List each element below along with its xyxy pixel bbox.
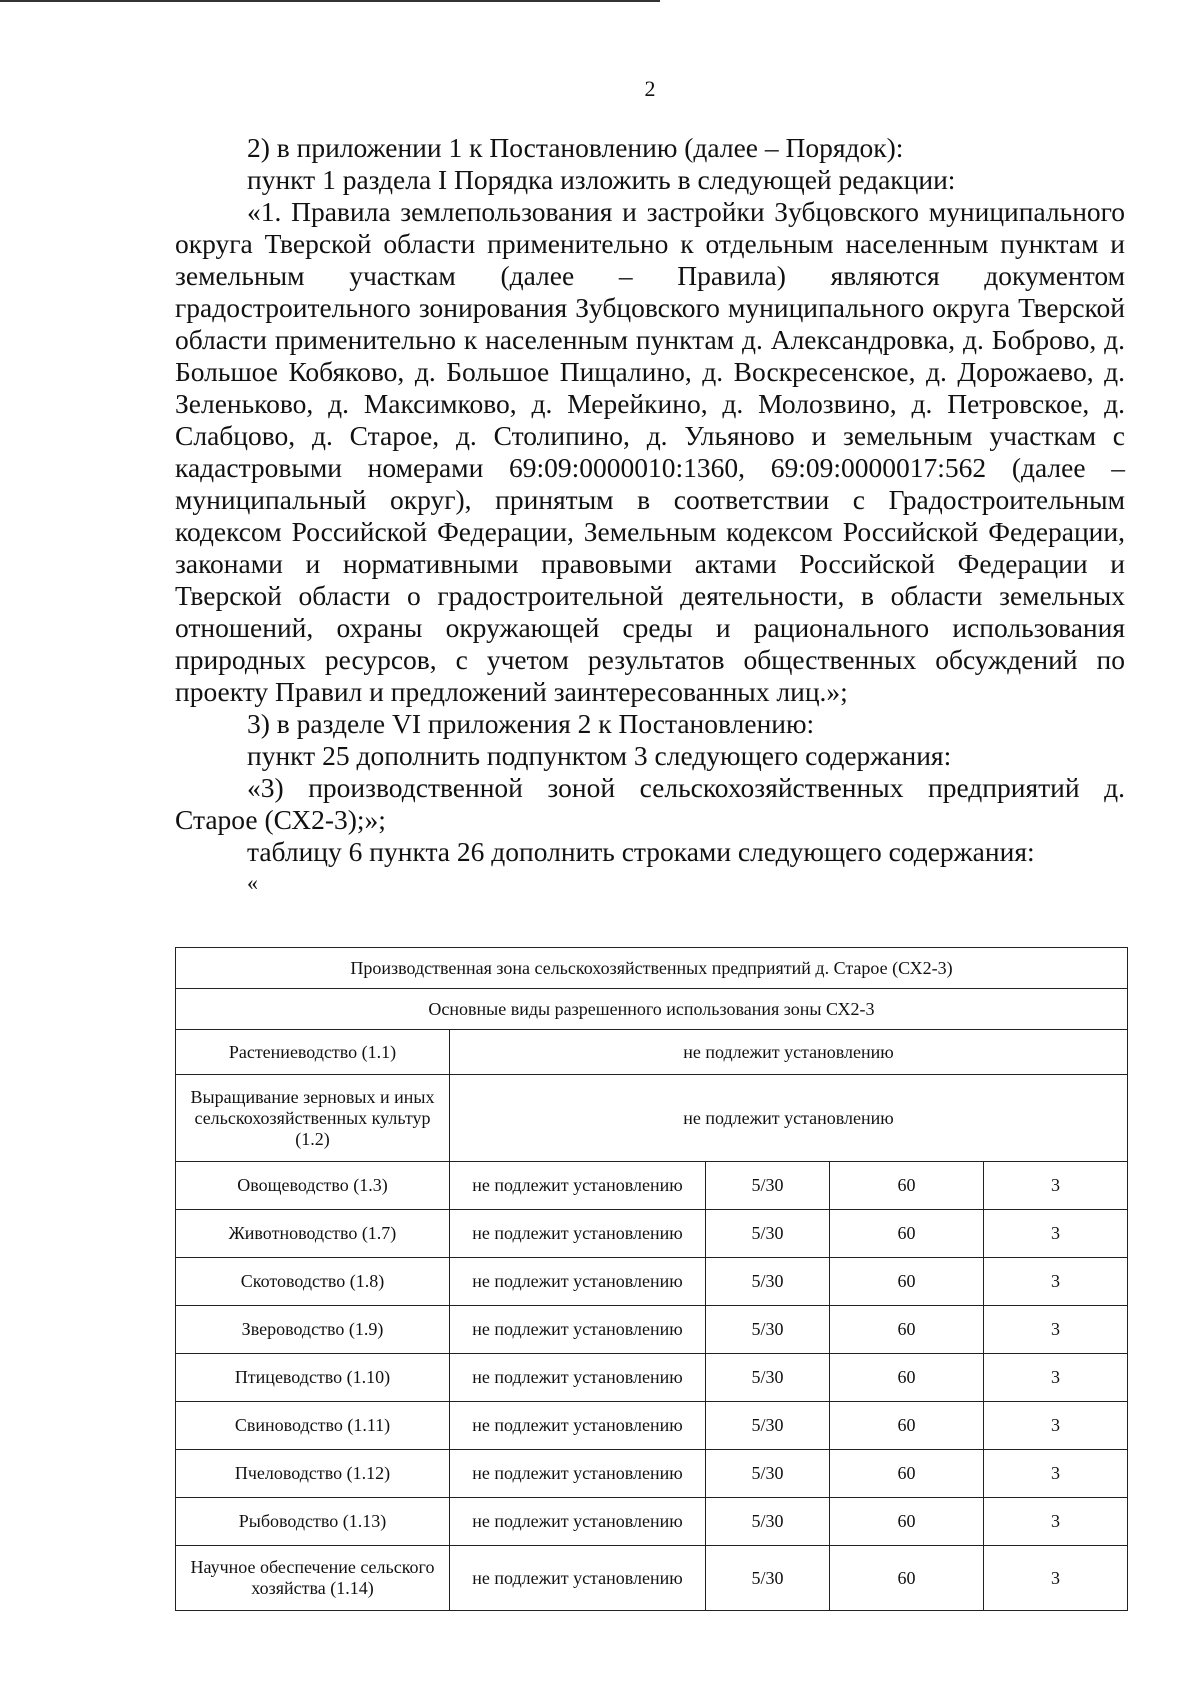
zone-table (175, 947, 1128, 1611)
coverage-cell: 60 (830, 1546, 984, 1611)
table-subtitle-row (176, 989, 1128, 1030)
floors-height-cell: 5/30 (706, 1546, 830, 1611)
floors-height-cell: 5/30 (706, 1354, 830, 1402)
use-type-cell: Звероводство (1.9) (176, 1306, 450, 1354)
coverage-cell: 60 (830, 1210, 984, 1258)
use-type-cell: Овощеводство (1.3) (176, 1162, 450, 1210)
merged-value-cell: не подлежит установлению (450, 1030, 1128, 1075)
paragraph-point-25: пункт 25 дополнить подпунктом 3 следующего содержания: (247, 740, 952, 771)
table-title-row (176, 948, 1128, 989)
table-row (176, 1258, 1128, 1306)
floors-height-cell: 5/30 (706, 1306, 830, 1354)
use-type-cell: Животноводство (1.7) (176, 1210, 450, 1258)
paragraph-subpoint-3: «3) производственной зоной сельскохозяйственных предприятий д. Старое (СХ2-3);»; (175, 772, 1125, 835)
coverage-cell: 60 (830, 1306, 984, 1354)
floors-height-cell: 5/30 (706, 1402, 830, 1450)
floors-height-cell: 5/30 (706, 1450, 830, 1498)
floors-height-cell: 5/30 (706, 1258, 830, 1306)
coverage-cell: 60 (830, 1354, 984, 1402)
plot-size-cell: не подлежит установлению (450, 1546, 706, 1611)
table-row (176, 1162, 1128, 1210)
table-row (176, 1306, 1128, 1354)
plot-size-cell: не подлежит установлению (450, 1258, 706, 1306)
use-type-cell: Растениеводство (1.1) (176, 1030, 450, 1075)
use-type-cell: Птицеводство (1.10) (176, 1354, 450, 1402)
use-type-cell: Научное обеспечение сельского хозяйства (1.14) (176, 1546, 450, 1611)
page-number: 2 (644, 76, 656, 101)
table-subtitle: Основные виды разрешенного использования зоны СХ2-3 (176, 989, 1128, 1030)
floors-height-cell: 5/30 (706, 1498, 830, 1546)
table-row (176, 1030, 1128, 1075)
coverage-cell: 60 (830, 1402, 984, 1450)
use-type-cell: Пчеловодство (1.12) (176, 1450, 450, 1498)
setback-cell: 3 (984, 1162, 1128, 1210)
table-row (176, 1210, 1128, 1258)
plot-size-cell: не подлежит установлению (450, 1162, 706, 1210)
floors-height-cell: 5/30 (706, 1162, 830, 1210)
use-type-cell: Скотоводство (1.8) (176, 1258, 450, 1306)
use-type-cell: Рыбоводство (1.13) (176, 1498, 450, 1546)
paragraph-table-6: таблицу 6 пункта 26 дополнить строками следующего содержания: (247, 836, 1035, 867)
table-row (176, 1498, 1128, 1546)
table-row (176, 1402, 1128, 1450)
coverage-cell: 60 (830, 1162, 984, 1210)
setback-cell: 3 (984, 1258, 1128, 1306)
paragraph-rules-text: «1. Правила землепользования и застройки Зубцовского муниципального округа Тверской области применительно к отдельным населенным пунктам и земельным участкам (далее – Правила) являются документом градостроительного зонирования Зубцовского муниципального округа Тверской области применительно к населенным пунктам д. Александровка, д. Боброво, д. Большое Кобяково, д. Большое Пищалино, д. Воскресенское, д. Дорожаево, д. Зеленьково, д. Максимково, д. Мерейкино, д. Молозвино, д. Петровское, д. Слабцово, д. Старое, д. Столипино, д. Ульяново и земельным участкам с кадастровыми номерами 69:09:0000010:1360, 69:09:0000017:562 (далее – муниципальный округ), принятым в соответствии с Градостроительным кодексом Российской Федерации, Земельным кодексом Российской Федерации, законами и нормативными правовыми актами Российской Федерации и Тверской области о градостроительной деятельности, в области земельных отношений, охраны окружающей среды и рационального использования природных ресурсов, с учетом результатов общественных обсуждений по проекту Правил и предложений заинтересованных лиц.»; (175, 196, 1125, 707)
plot-size-cell: не подлежит установлению (450, 1498, 706, 1546)
coverage-cell: 60 (830, 1498, 984, 1546)
table-title: Производственная зона сельскохозяйственных предприятий д. Старое (СХ2-3) (176, 948, 1128, 989)
use-type-cell: Выращивание зерновых и иных сельскохозяйственных культур (1.2) (176, 1075, 450, 1162)
paragraph-point-1: пункт 1 раздела I Порядка изложить в следующей редакции: (247, 164, 956, 195)
setback-cell: 3 (984, 1306, 1128, 1354)
table-row (176, 1546, 1128, 1611)
plot-size-cell: не подлежит установлению (450, 1450, 706, 1498)
table-row (176, 1075, 1128, 1162)
paragraph-amendment-3: 3) в разделе VI приложения 2 к Постановлению: (247, 708, 815, 739)
setback-cell: 3 (984, 1546, 1128, 1611)
merged-value-cell: не подлежит установлению (450, 1075, 1128, 1162)
use-type-cell: Свиноводство (1.11) (176, 1402, 450, 1450)
plot-size-cell: не подлежит установлению (450, 1402, 706, 1450)
setback-cell: 3 (984, 1450, 1128, 1498)
setback-cell: 3 (984, 1498, 1128, 1546)
table-row (176, 1450, 1128, 1498)
setback-cell: 3 (984, 1354, 1128, 1402)
paragraph-amendment-2: 2) в приложении 1 к Постановлению (далее – Порядок): (247, 132, 904, 163)
setback-cell: 3 (984, 1402, 1128, 1450)
plot-size-cell: не подлежит установлению (450, 1354, 706, 1402)
coverage-cell: 60 (830, 1450, 984, 1498)
setback-cell: 3 (984, 1210, 1128, 1258)
plot-size-cell: не подлежит установлению (450, 1306, 706, 1354)
coverage-cell: 60 (830, 1258, 984, 1306)
table-row (176, 1354, 1128, 1402)
plot-size-cell: не подлежит установлению (450, 1210, 706, 1258)
opening-quote: « (247, 870, 258, 895)
document-body (175, 132, 1125, 896)
floors-height-cell: 5/30 (706, 1210, 830, 1258)
scan-edge-line (0, 0, 660, 2)
